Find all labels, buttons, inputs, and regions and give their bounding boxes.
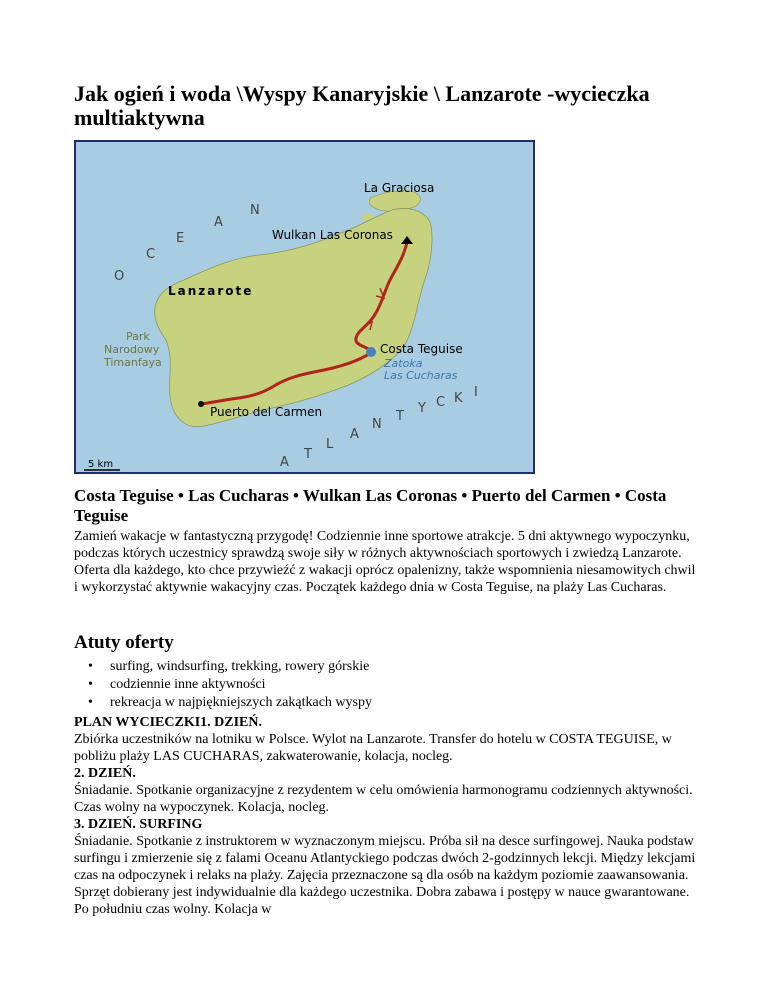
ocean-letter-2: C: [146, 247, 156, 262]
zatoka-label-2: Las Cucharas: [384, 369, 458, 382]
volcano-label: Wulkan Las Coronas: [272, 228, 393, 242]
ocean-letter-13: C: [436, 395, 446, 410]
plan-heading: PLAN WYCIECZKI1. DZIEŃ.: [74, 715, 262, 730]
list-item: • surfing, windsurfing, trekking, rowery górskie: [88, 659, 370, 674]
day1-text: Zbiórka uczestników na lotniku w Polsce. Wylot na Lanzarote. Transfer do hotelu w COSTA TEGUISE, w pobliżu plaży LAS CUCHARAS, zakwaterowanie, kolacja, nocleg.: [74, 732, 672, 764]
ocean-letter-7: T: [304, 447, 312, 462]
ocean-letter-11: T: [396, 409, 404, 424]
ocean-letter-8: L: [326, 437, 334, 452]
page-title: Jak ogień i woda \Wyspy Kanaryjskie \ Lanzarote -wycieczka multiaktywna: [74, 81, 650, 130]
map-graphic: [74, 140, 535, 474]
features-list: [74, 658, 372, 712]
route-subheading: Costa Teguise • Las Cucharas • Wulkan Las Coronas • Puerto del Carmen • Costa Teguise: [74, 486, 667, 525]
puerto-label: Puerto del Carmen: [210, 405, 323, 419]
ocean-letter-14: K: [454, 391, 463, 406]
ocean-letter-6: A: [280, 455, 289, 470]
park-label-2: Narodowy: [104, 343, 160, 356]
day2-text: Śniadanie. Spotkanie organizacyjne z rezydentem w celu omówienia harmonogramu codziennych aktywności. Czas wolny na wypoczynek. Kolacja, nocleg.: [74, 783, 693, 815]
route-map: [74, 140, 535, 474]
scale-label: 5 km: [88, 459, 114, 470]
park-label-1: Park: [126, 330, 150, 343]
bullet: •: [88, 695, 93, 710]
day3-text: Śniadanie. Spotkanie z instruktorem w wyznaczonym miejscu. Próba sił na desce surfingowej. Nauka podstaw surfingu i zmierzenie się z falami Oceanu Atlantyckiego podczas dwóch 2-godzinnych lekcji. Między lekcjami czas na odpoczynek i relaks na plaży. Zajęcia przeznaczone są dla osób na każdym poziomie zaawansowania. Sprzęt dobierany jest indywidualnie dla każdego uczestnika. Dobra zabawa i postępy w nauce gwarantowane. Po południu czas wolny. Kolacja w: [74, 834, 696, 917]
ocean-letter-15: I: [474, 385, 478, 400]
costa-teguise-label: Costa Teguise: [380, 342, 463, 356]
intro-paragraph: Zamień wakacje w fantastyczną przygodę! Codziennie inne sportowe atrakcje. 5 dni aktywnego wypoczynku, podczas których uczestnicy sprawdzą swoje siły w różnych aktywnościach sportowych i zwiedzą Lanzarote. Oferta dla każdego, kto chce przywieźć z wakacji oprócz opalenizny, także wspomnienia niesamowitych chwil i wykorzystać aktywnie wakacyjny czas. Początek każdego dnia w Costa Teguise, na plaży Las Cucharas.: [74, 529, 696, 595]
la-graciosa-label: La Graciosa: [364, 181, 435, 195]
park-label-3: Timanfaya: [104, 356, 162, 369]
list-item: • rekreacja w najpiękniejszych zakątkach wyspy: [88, 695, 372, 710]
list-item: • codziennie inne aktywności: [88, 677, 266, 692]
puerto-marker: [198, 401, 204, 407]
ocean-letter-10: N: [372, 417, 382, 432]
plan-section: [74, 714, 700, 918]
ocean-letter-3: E: [176, 231, 185, 246]
bullet: •: [88, 677, 93, 692]
ocean-letter-9: A: [350, 427, 359, 442]
ocean-letter-5: N: [250, 203, 260, 218]
zatoka-label-1: Zatoka: [384, 357, 423, 370]
ocean-letter-12: Y: [418, 401, 426, 416]
day2-heading: 2. DZIEŃ.: [74, 766, 136, 781]
island-label: Lanzarote: [168, 284, 254, 298]
ocean-letter-4: A: [214, 215, 223, 230]
atuty-heading: Atuty oferty: [74, 632, 174, 653]
ocean-letter-1: O: [114, 269, 125, 284]
bullet: •: [88, 659, 93, 674]
day3-heading: 3. DZIEŃ. SURFING: [74, 817, 203, 832]
costa-teguise-marker: [366, 347, 376, 357]
